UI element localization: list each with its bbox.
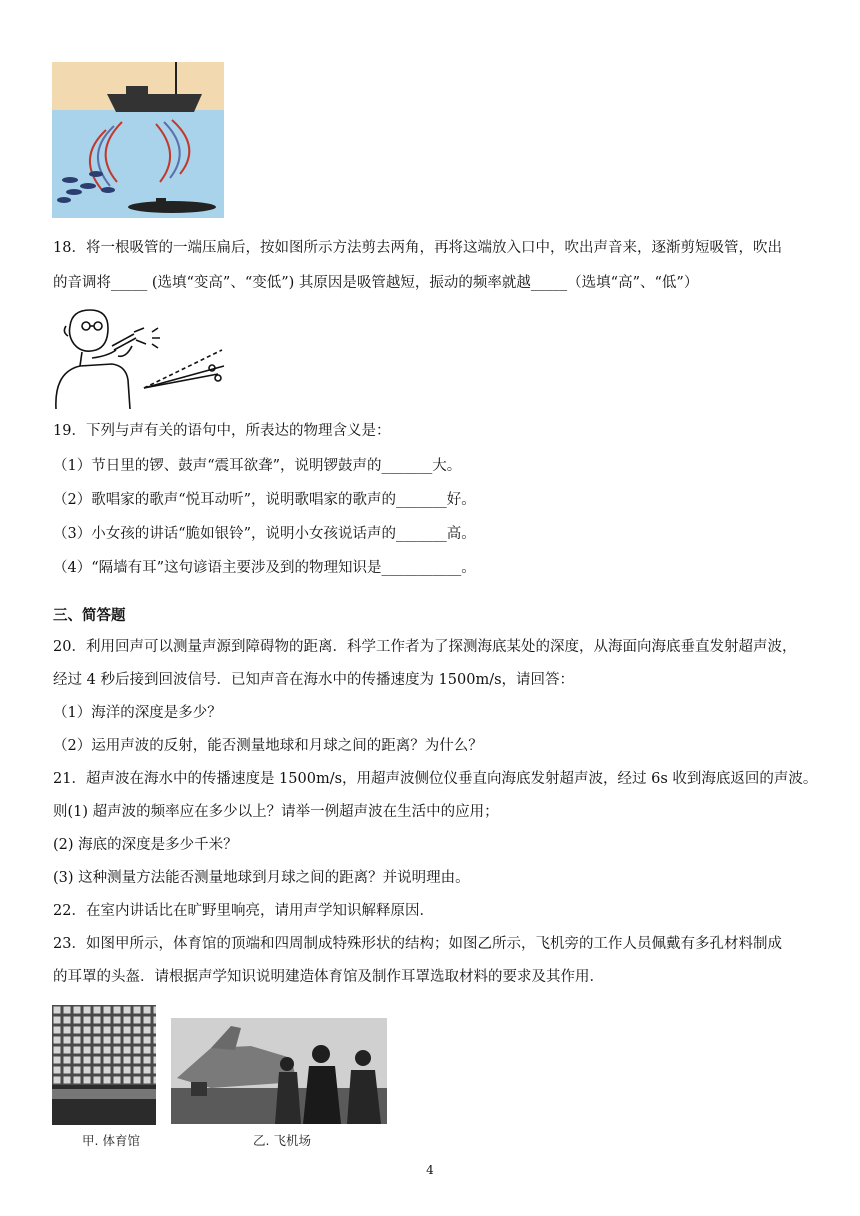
q22-line1: 22．在室内讲话比在旷野里响亮，请用声学知识解释原因． <box>53 903 434 919</box>
page-number: 4 <box>426 1163 434 1177</box>
ship-sonar-figure <box>52 62 224 218</box>
q20-item-1: （1）海洋的深度是多少？ <box>53 705 222 721</box>
q23-line1: 23．如图甲所示，体育馆的顶端和四周制成特殊形状的结构；如图乙所示，飞机旁的工作人员佩戴有多孔材料制成 <box>53 936 782 952</box>
q23-line2: 的耳罩的头盔．请根据声学知识说明建造体育馆及制作耳罩选取材料的要求及其作用． <box>53 969 604 985</box>
q20-item-2: （2）运用声波的反射，能否测量地球和月球之间的距离？为什么？ <box>53 738 483 754</box>
straw-cutting-figure <box>52 306 234 409</box>
figure-caption-gymnasium: 甲. 体育馆 <box>82 1133 140 1148</box>
q21-line1: 21．超声波在海水中的传播速度是 1500m/s，用超声波侧位仪垂直向海底发射超声波，经过 6s 收到海底返回的声波。 <box>53 771 818 787</box>
q21-line4: (3) 这种测量方法能否测量地球到月球之间的距离？并说明理由。 <box>53 870 470 886</box>
q18-line1: 18．将一根吸管的一端压扁后，按如图所示方法剪去两角，再将这端放入口中，吹出声音来，逐渐剪短吸管，吹出 <box>53 240 782 256</box>
gymnasium-photo <box>52 1005 156 1125</box>
q19-item-2: （2）歌唱家的歌声“悦耳动听”，说明歌唱家的歌声的_______好。 <box>53 492 476 508</box>
q21-line2: 则(1) 超声波的频率应在多少以上？请举一例超声波在生活中的应用； <box>53 804 499 820</box>
q18-line2: 的音调将_____ (选填“变高”、“变低”) 其原因是吸管越短，振动的频率就越_____（选填“高”、“低”） <box>53 275 699 291</box>
airport-photo <box>171 1018 387 1124</box>
q20-line1: 20．利用回声可以测量声源到障碍物的距离．科学工作者为了探测海底某处的深度，从海面向海底垂直发射超声波， <box>53 639 797 655</box>
q19-item-3: （3）小女孩的讲话“脆如银铃”，说明小女孩说话声的_______高。 <box>53 526 476 542</box>
section-title: 三、简答题 <box>53 608 126 624</box>
q20-line2: 经过 4 秒后接到回波信号．已知声音在海水中的传播速度为 1500m/s，请回答： <box>53 672 575 688</box>
q19-item-4: （4）“隔墙有耳”这句谚语主要涉及到的物理知识是___________。 <box>53 560 476 576</box>
q19-title: 19．下列与声有关的语句中，所表达的物理含义是： <box>53 423 391 439</box>
figure-caption-airport: 乙. 飞机场 <box>253 1133 311 1148</box>
q21-line3: (2) 海底的深度是多少千米？ <box>53 837 238 853</box>
q19-item-1: （1）节日里的锣、鼓声“震耳欲聋”，说明锣鼓声的_______大。 <box>53 458 462 474</box>
